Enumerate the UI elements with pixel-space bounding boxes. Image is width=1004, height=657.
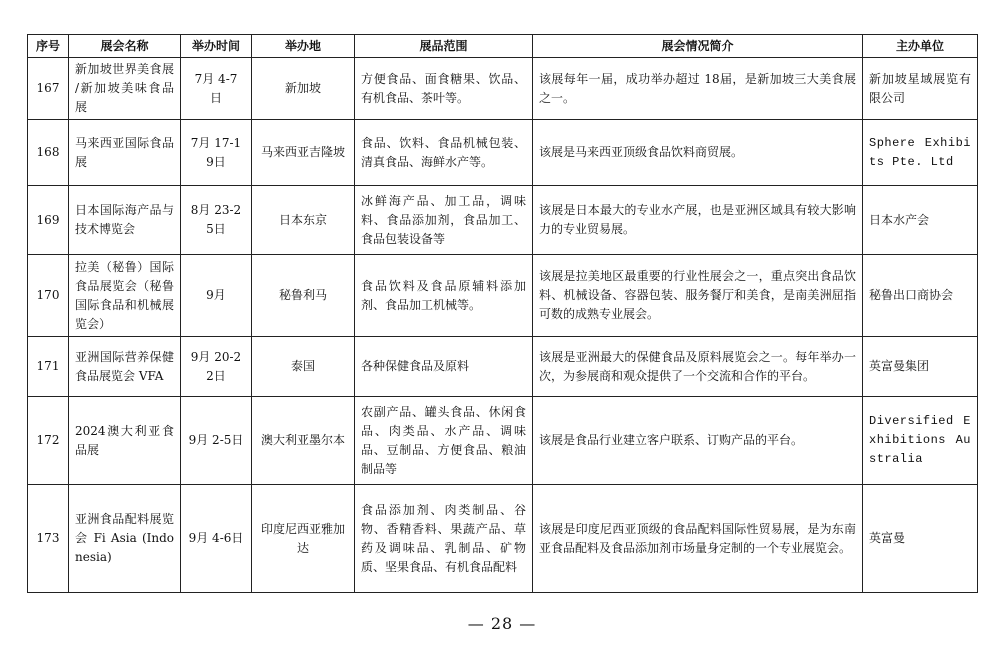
- cell-time: 9月 20-22日: [181, 337, 252, 397]
- cell-name: 日本国际海产品与技术博览会: [69, 186, 181, 255]
- cell-intro: 该展是亚洲最大的保健食品及原料展览会之一。每年举办一次，为参展商和观众提供了一个交流和合作的平台。: [533, 337, 863, 397]
- cell-time: 9月 4-6日: [181, 485, 252, 593]
- col-header-organizer: 主办单位: [863, 35, 978, 58]
- cell-intro: 该展是拉美地区最重要的行业性展会之一，重点突出食品饮料、机械设备、容器包装、服务餐厅和美食，是南美洲屈指可数的成熟专业展会。: [533, 255, 863, 337]
- cell-number: 173: [28, 485, 69, 593]
- col-header-intro: 展会情况简介: [533, 35, 863, 58]
- table-row: [28, 397, 978, 485]
- cell-time: 9月: [181, 255, 252, 337]
- cell-scope: 农副产品、罐头食品、休闲食品、肉类品、水产品、调味品、豆制品、方便食品、粮油制品等: [355, 397, 533, 485]
- col-header-number: 序号: [28, 35, 69, 58]
- cell-number: 172: [28, 397, 69, 485]
- col-header-time: 举办时间: [181, 35, 252, 58]
- cell-place: 印度尼西亚雅加达: [252, 485, 355, 593]
- cell-scope: 食品饮料及食品原辅料添加剂、食品加工机械等。: [355, 255, 533, 337]
- cell-number: 168: [28, 120, 69, 186]
- cell-organizer: Sphere Exhibits Pte. Ltd: [863, 120, 978, 186]
- cell-scope: 各种保健食品及原料: [355, 337, 533, 397]
- col-header-place: 举办地: [252, 35, 355, 58]
- cell-organizer: 英富曼集团: [863, 337, 978, 397]
- cell-organizer: Diversified Exhibitions Australia: [863, 397, 978, 485]
- cell-number: 169: [28, 186, 69, 255]
- table-row: [28, 485, 978, 593]
- cell-place: 澳大利亚墨尔本: [252, 397, 355, 485]
- cell-place: 泰国: [252, 337, 355, 397]
- table-row: [28, 58, 978, 120]
- cell-organizer: 秘鲁出口商协会: [863, 255, 978, 337]
- exhibition-table: [27, 34, 978, 593]
- cell-name: 马来西亚国际食品展: [69, 120, 181, 186]
- table-header-row: [28, 35, 978, 58]
- cell-scope: 方便食品、面食糖果、饮品、有机食品、茶叶等。: [355, 58, 533, 120]
- cell-scope: 食品添加剂、肉类制品、谷物、香精香料、果蔬产品、草药及调味品、乳制品、矿物质、坚果食品、有机食品配料: [355, 485, 533, 593]
- table-row: [28, 255, 978, 337]
- cell-name: 2024澳大利亚食品展: [69, 397, 181, 485]
- cell-name: 拉美（秘鲁）国际食品展览会（秘鲁国际食品和机械展览会）: [69, 255, 181, 337]
- cell-number: 167: [28, 58, 69, 120]
- col-header-scope: 展品范围: [355, 35, 533, 58]
- cell-name: 亚洲国际营养保健食品展览会 VFA: [69, 337, 181, 397]
- cell-number: 171: [28, 337, 69, 397]
- col-header-name: 展会名称: [69, 35, 181, 58]
- cell-name: 新加坡世界美食展 /新加坡美味食品展: [69, 58, 181, 120]
- page-number: — 28 —: [467, 614, 537, 633]
- cell-place: 日本东京: [252, 186, 355, 255]
- cell-intro: 该展是印度尼西亚顶级的食品配料国际性贸易展，是为东南亚食品配料及食品添加剂市场量身定制的一个专业展览会。: [533, 485, 863, 593]
- cell-organizer: 日本水产会: [863, 186, 978, 255]
- cell-name: 亚洲食品配料展览会 Fi Asia (Indonesia): [69, 485, 181, 593]
- cell-time: 7月 17-19日: [181, 120, 252, 186]
- cell-number: 170: [28, 255, 69, 337]
- cell-intro: 该展是日本最大的专业水产展，也是亚洲区域具有较大影响力的专业贸易展。: [533, 186, 863, 255]
- table-row: [28, 337, 978, 397]
- cell-time: 7月 4-7 日: [181, 58, 252, 120]
- cell-intro: 该展是食品行业建立客户联系、订购产品的平台。: [533, 397, 863, 485]
- cell-scope: 冰鲜海产品、加工品，调味料、食品添加剂，食品加工、食品包装设备等: [355, 186, 533, 255]
- cell-intro: 该展是马来西亚顶级食品饮料商贸展。: [533, 120, 863, 186]
- cell-organizer: 英富曼: [863, 485, 978, 593]
- cell-intro: 该展每年一届，成功举办超过 18届，是新加坡三大美食展之一。: [533, 58, 863, 120]
- cell-place: 新加坡: [252, 58, 355, 120]
- cell-place: 秘鲁利马: [252, 255, 355, 337]
- cell-place: 马来西亚吉隆坡: [252, 120, 355, 186]
- cell-time: 8月 23-25日: [181, 186, 252, 255]
- cell-time: 9月 2-5日: [181, 397, 252, 485]
- table-row: [28, 120, 978, 186]
- cell-scope: 食品、饮料、食品机械包装、清真食品、海鲜水产等。: [355, 120, 533, 186]
- cell-organizer: 新加坡星域展览有限公司: [863, 58, 978, 120]
- table-row: [28, 186, 978, 255]
